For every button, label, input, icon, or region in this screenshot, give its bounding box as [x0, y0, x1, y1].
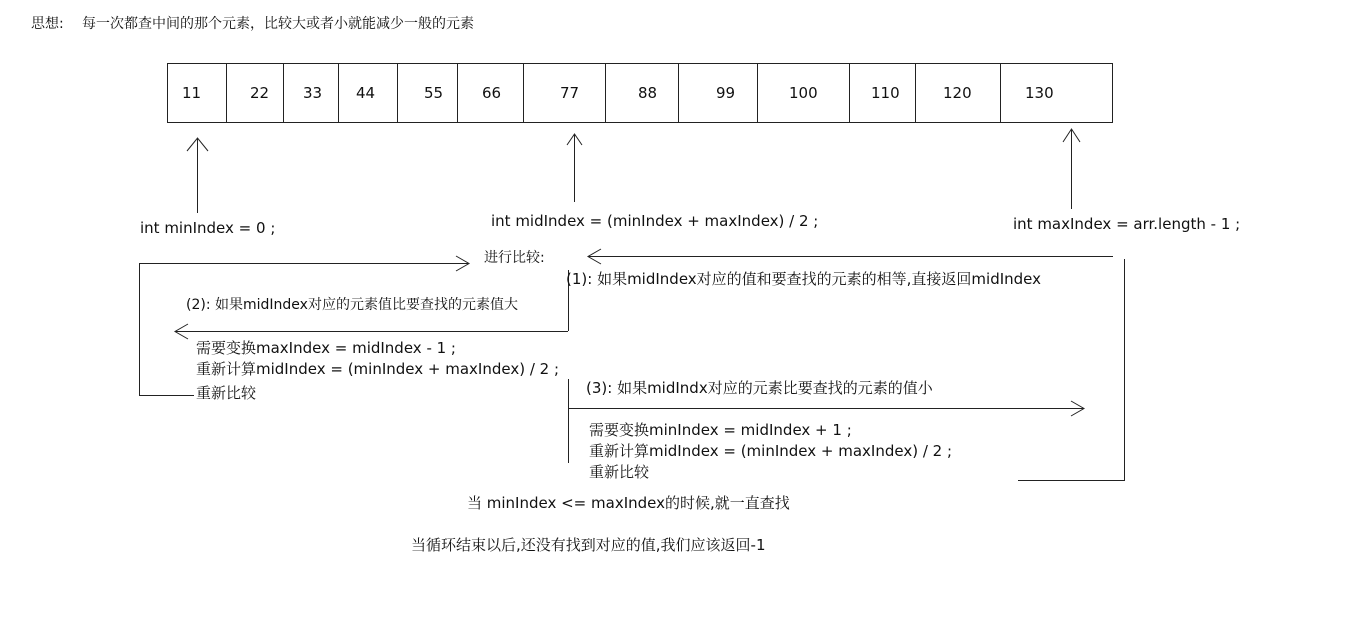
array-cell: 99	[716, 84, 736, 102]
end-result-text: 当循环结束以后,还没有找到对应的值,我们应该返回-1	[411, 536, 766, 554]
case3-line3: 重新比较	[589, 463, 650, 481]
case2-line3: 重新比较	[196, 384, 257, 402]
case3-line1: 需要变换minIndex = midIndex + 1 ;	[589, 421, 852, 439]
case3-loop-line	[1018, 259, 1125, 481]
case2-title: (2): 如果midIndex对应的元素值比要查找的元素值大	[186, 297, 518, 313]
case3-line2: 重新计算midIndex = (minIndex + maxIndex) / 2 ;	[589, 442, 953, 460]
case3-title: (3): 如果midIndx对应的元素比要查找的元素的值小	[586, 379, 933, 397]
array-cell: 66	[482, 84, 502, 102]
array-cell: 110	[871, 84, 900, 102]
array-cell: 22	[250, 84, 270, 102]
array-cell: 88	[638, 84, 658, 102]
heading-text: 每一次都查中间的那个元素，比较大或者小就能减少一般的元素	[82, 16, 474, 32]
case2-line1: 需要变换maxIndex = midIndex - 1 ;	[196, 339, 456, 357]
case1-text: (1): 如果midIndex对应的值和要查找的元素的相等,直接返回midIndex	[566, 270, 1042, 288]
compare-label: 进行比较:	[484, 250, 545, 266]
max-index-label: int maxIndex = arr.length - 1 ;	[1013, 215, 1241, 233]
mid-index-label: int midIndex = (minIndex + maxIndex) / 2 ;	[491, 212, 819, 230]
loop-condition-text: 当 minIndex <= maxIndex的时候,就一直查找	[467, 494, 790, 512]
array-cell: 130	[1025, 84, 1054, 102]
array-cell: 55	[424, 84, 444, 102]
array-cell: 33	[303, 84, 323, 102]
min-index-label: int minIndex = 0 ;	[140, 219, 276, 237]
case2-line2: 重新计算midIndex = (minIndex + maxIndex) / 2 ;	[196, 360, 560, 378]
array-cell: 44	[356, 84, 376, 102]
array-cell: 77	[560, 84, 580, 102]
array-cell: 100	[789, 84, 818, 102]
array-cell: 11	[182, 84, 202, 102]
array-cell: 120	[943, 84, 972, 102]
heading-label: 思想:	[31, 16, 64, 32]
